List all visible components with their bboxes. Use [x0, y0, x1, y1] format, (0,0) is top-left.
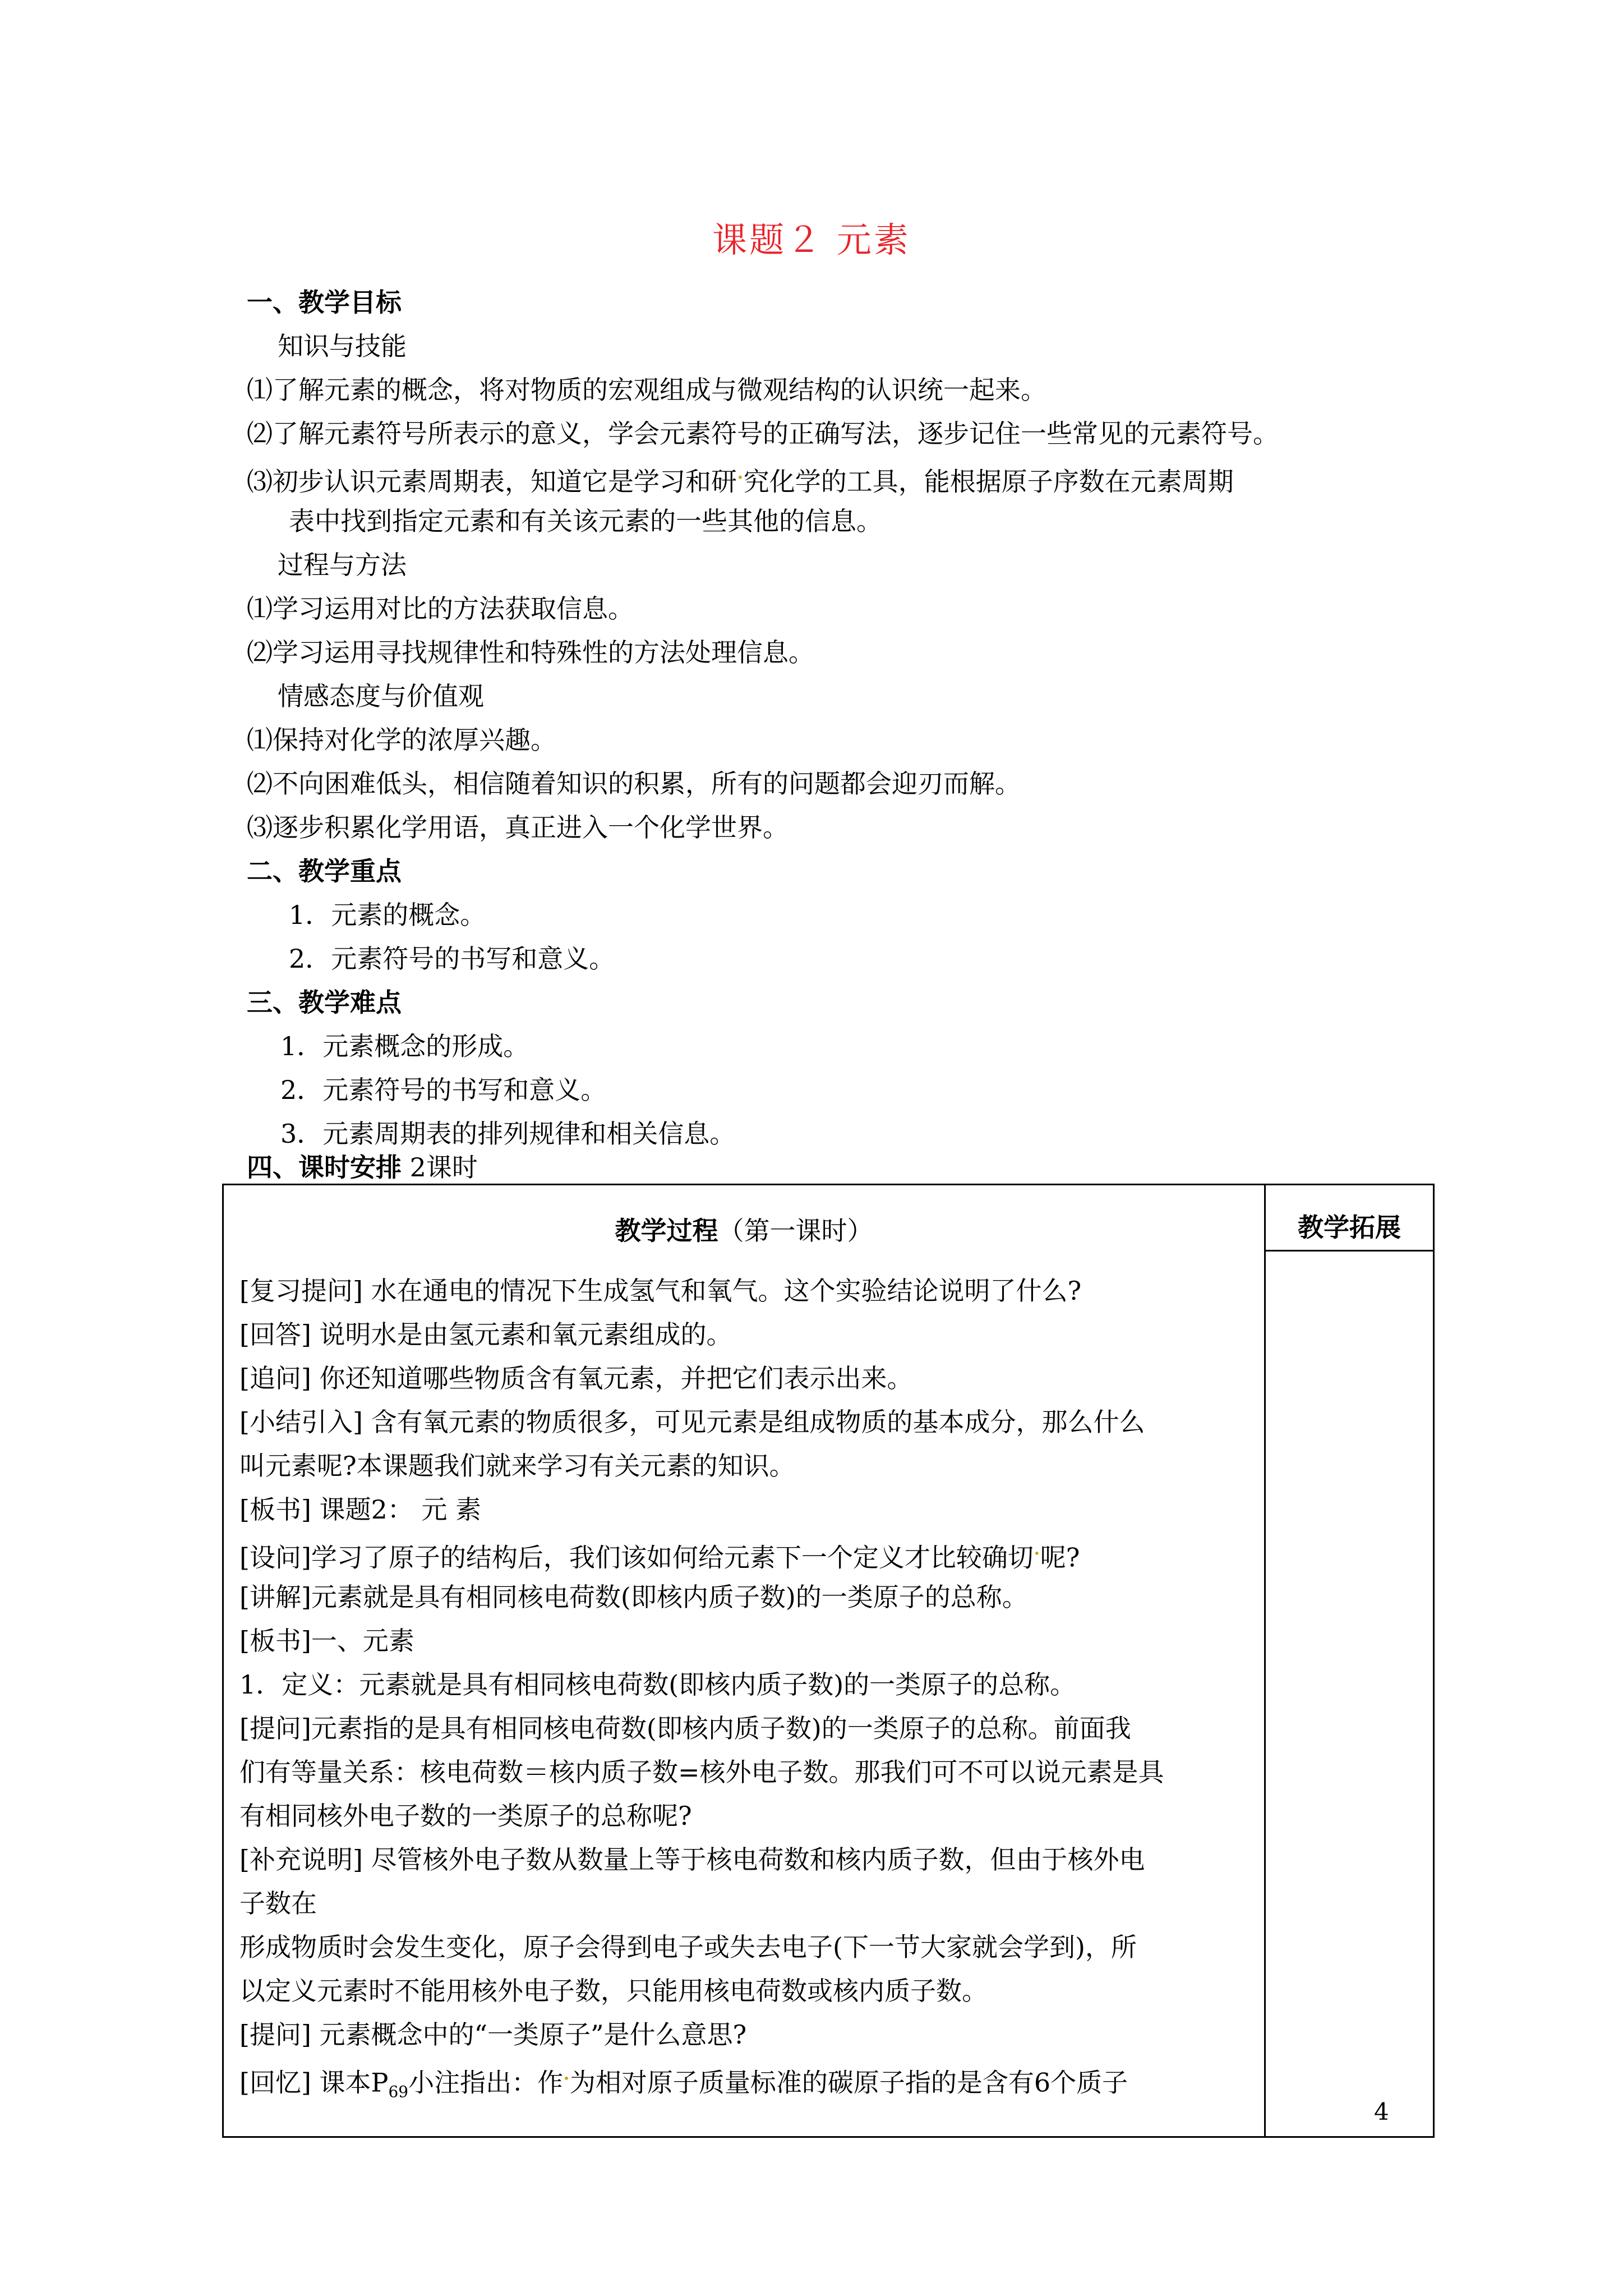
schedule-value: 2课时 — [409, 1152, 478, 1182]
difficulty-item: 1．元素概念的形成。 — [280, 1031, 529, 1061]
objective-item: ⑴保持对化学的浓厚兴趣。 — [247, 725, 556, 755]
objective-text: ⑶初步认识元素周期表，知道它是学习和研 — [247, 466, 737, 497]
table-line: [讲解]元素就是具有相同核电荷数(即核内质子数)的一类原子的总称。 — [239, 1582, 1028, 1612]
page-ref-subscript: 69 — [388, 2082, 409, 2101]
objective-item — [247, 460, 1234, 499]
objective-item: ⑴学习运用对比的方法获取信息。 — [247, 593, 634, 624]
table-line: [追问] 你还知道哪些物质含有氧元素，并把它们表示出来。 — [239, 1363, 913, 1393]
table-line: 叫元素呢?本课题我们就来学习有关元素的知识。 — [239, 1451, 795, 1481]
side-header-divider — [1266, 1250, 1433, 1251]
objective-item-continued: 表中找到指定元素和有关该元素的一些其他的信息。 — [289, 506, 882, 536]
dot-mark: • — [563, 2072, 570, 2085]
table-line: 1．定义：元素就是具有相同核电荷数(即核内质子数)的一类原子的总称。 — [239, 1669, 1076, 1700]
objective-item: ⑶逐步积累化学用语，真正进入一个化学世界。 — [247, 812, 789, 843]
table-line-text: 小注指出：作 — [408, 2067, 564, 2098]
table-line-text: [设问]学习了原子的结构后，我们该如何给元素下一个定义才比较确切 — [239, 1542, 1034, 1573]
objective-item: ⑵不向困难低头，相信随着知识的积累，所有的问题都会迎刃而解。 — [247, 769, 1021, 799]
objective-item: ⑵了解元素符号所表示的意义，学会元素符号的正确写法，逐步记住一些常见的元素符号。 — [247, 418, 1279, 449]
subheading-process: 过程与方法 — [278, 550, 407, 580]
column-divider — [1264, 1185, 1266, 2136]
header-bold-text: 教学过程 — [615, 1216, 718, 1246]
table-line — [239, 2061, 1128, 2110]
lesson-table — [222, 1184, 1435, 2138]
table-line — [239, 1536, 1080, 1575]
dot-mark: • — [1033, 1547, 1040, 1560]
table-line: 形成物质时会发生变化，原子会得到电子或失去电子(下一节大家就会学到)，所 — [239, 1932, 1137, 1962]
objective-item: ⑴了解元素的概念，将对物质的宏观组成与微观结构的认识统一起来。 — [247, 375, 1046, 405]
table-line: 以定义元素时不能用核外电子数，只能用核电荷数或核内质子数。 — [239, 1976, 988, 2006]
table-line-text: 为相对原子质量标准的碳原子指的是含有6个质子 — [569, 2067, 1128, 2098]
table-line-text: [回忆] 课本P — [239, 2067, 389, 2098]
key-point-item: 1．元素的概念。 — [289, 900, 486, 930]
objective-item: ⑵学习运用寻找规律性和特殊性的方法处理信息。 — [247, 637, 814, 668]
table-line: [复习提问] 水在通电的情况下生成氢气和氧气。这个实验结论说明了什么? — [239, 1276, 1082, 1306]
dot-mark: • — [737, 471, 744, 484]
table-header-process — [224, 1213, 1264, 1248]
table-line-text: 呢? — [1040, 1542, 1080, 1573]
table-header-extension: 教学拓展 — [1298, 1212, 1401, 1243]
section-heading-schedule: 四、课时安排 — [247, 1152, 402, 1182]
table-line: 有相同核外电子数的一类原子的总称呢? — [239, 1801, 692, 1831]
difficulty-item: 3．元素周期表的排列规律和相关信息。 — [280, 1119, 736, 1149]
header-rest-text: （第一课时） — [718, 1216, 873, 1246]
objective-text: 究化学的工具，能根据原子序数在元素周期 — [743, 466, 1234, 497]
table-line: [板书] 课题2： 元 素 — [239, 1494, 482, 1525]
difficulty-item: 2．元素符号的书写和意义。 — [280, 1075, 607, 1105]
section-schedule — [247, 1150, 478, 1185]
table-line: [小结引入] 含有氧元素的物质很多，可见元素是组成物质的基本成分，那么什么 — [239, 1407, 1145, 1437]
section-heading-difficulties: 三、教学难点 — [247, 987, 402, 1018]
table-line: [提问] 元素概念中的“一类原子”是什么意思? — [239, 2019, 747, 2050]
subheading-attitude: 情感态度与价值观 — [278, 681, 484, 711]
subheading-knowledge: 知识与技能 — [278, 331, 407, 361]
table-line: 们有等量关系：核电荷数＝核内质子数=核外电子数。那我们可不可以说元素是具 — [239, 1757, 1164, 1787]
table-line: [提问]元素指的是具有相同核电荷数(即核内质子数)的一类原子的总称。前面我 — [239, 1713, 1131, 1743]
key-point-item: 2．元素符号的书写和意义。 — [289, 944, 615, 974]
page-number: 4 — [1374, 2098, 1389, 2125]
table-line: [板书]一、元素 — [239, 1626, 414, 1656]
page-title: 课题２ 元素 — [712, 219, 911, 260]
table-line: [回答] 说明水是由氢元素和氧元素组成的。 — [239, 1319, 732, 1350]
table-line: [补充说明] 尽管核外电子数从数量上等于核电荷数和核内质子数，但由于核外电 — [239, 1844, 1145, 1875]
section-heading-key-points: 二、教学重点 — [247, 856, 402, 886]
section-heading-objectives: 一、教学目标 — [247, 287, 402, 318]
table-line: 子数在 — [239, 1888, 317, 1918]
